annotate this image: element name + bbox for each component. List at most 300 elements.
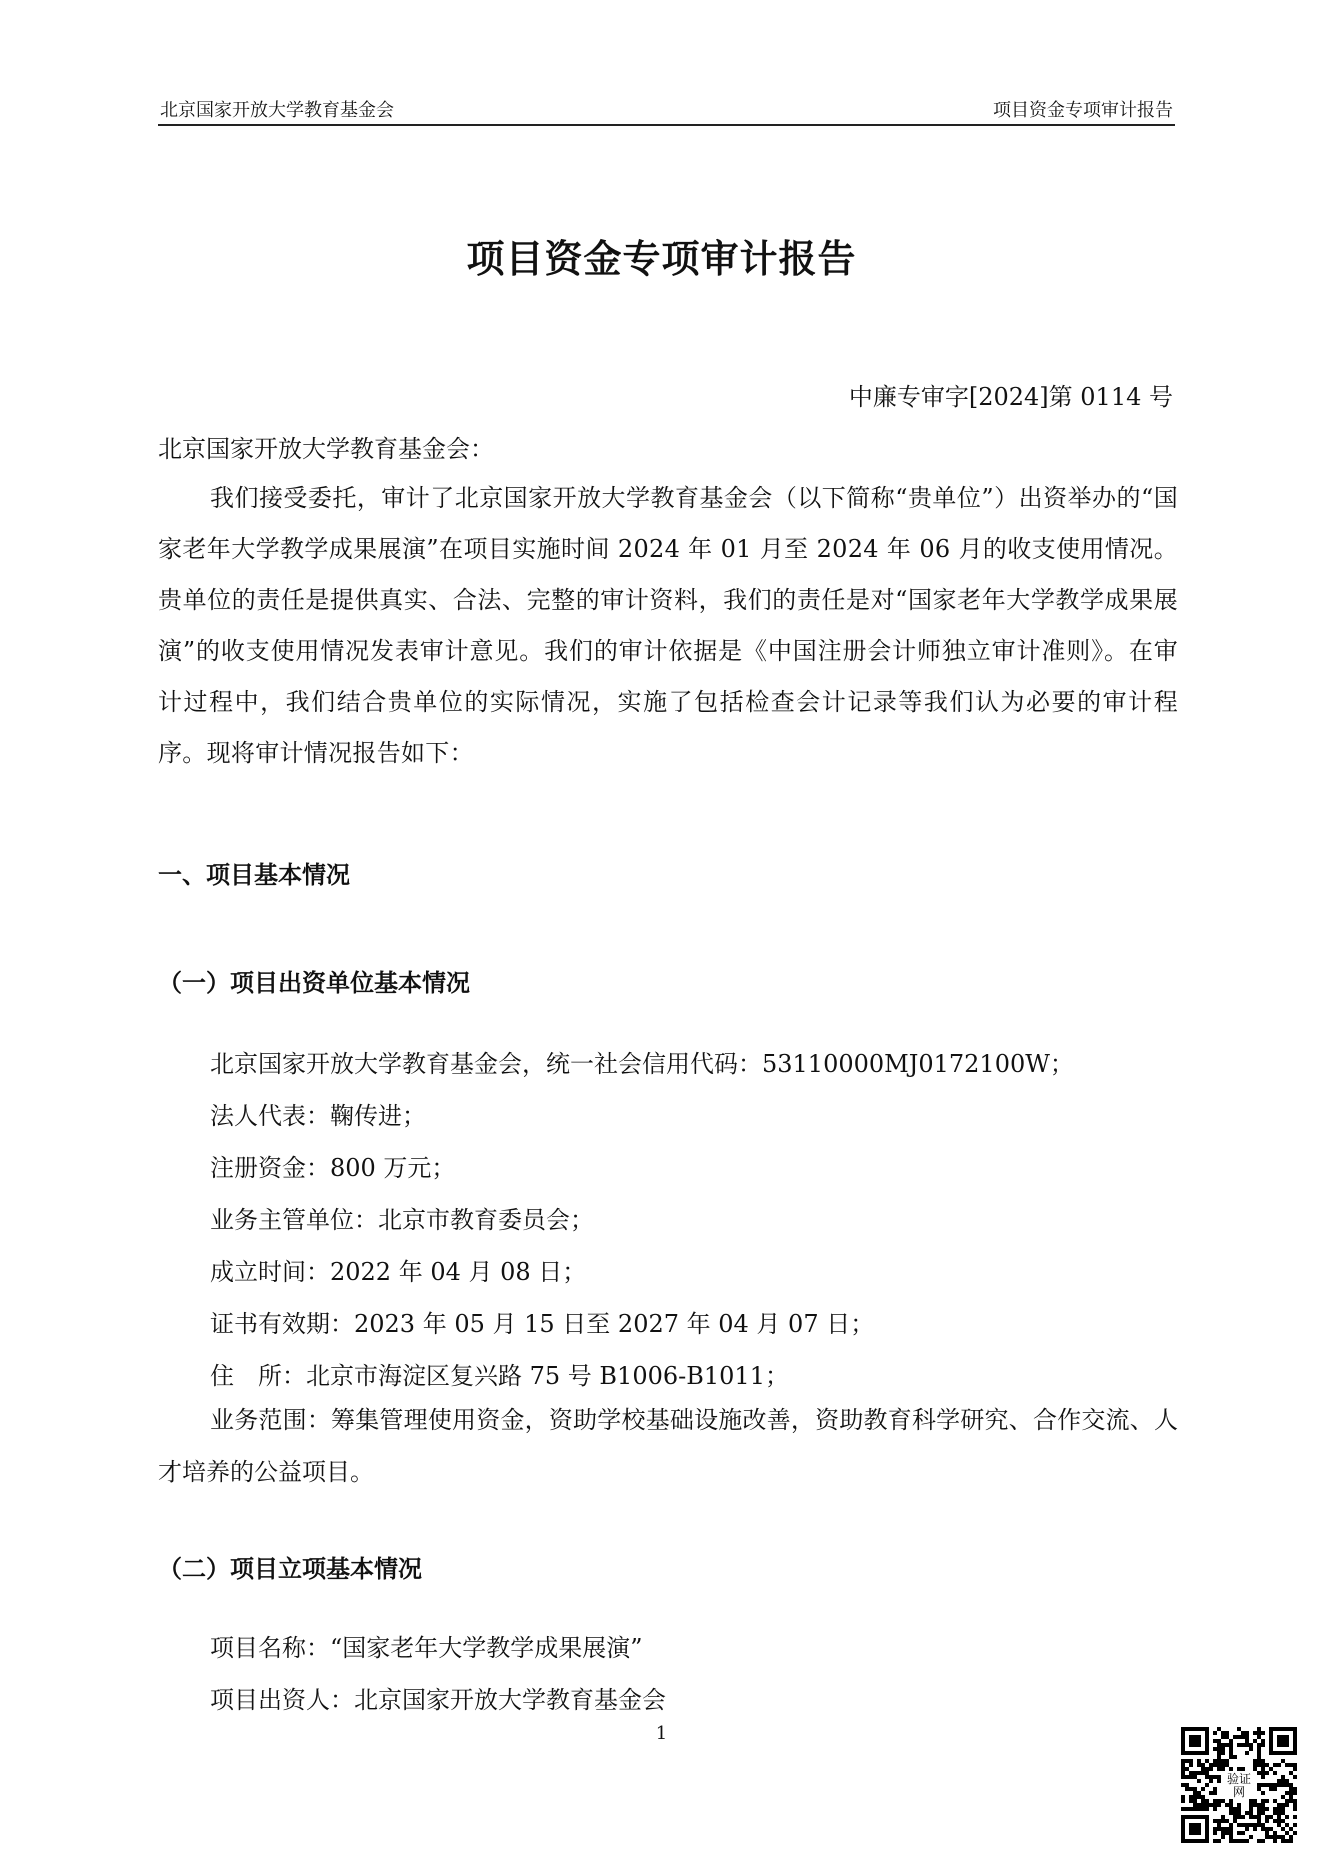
qr-module: [1277, 1835, 1281, 1839]
qr-module: [1265, 1771, 1269, 1775]
qr-module: [1205, 1799, 1209, 1803]
qr-module: [1265, 1831, 1269, 1835]
qr-module: [1289, 1787, 1293, 1791]
qr-module: [1293, 1815, 1297, 1819]
qr-module: [1209, 1779, 1213, 1783]
qr-module: [1181, 1799, 1185, 1803]
qr-module: [1205, 1807, 1209, 1811]
qr-module: [1253, 1803, 1257, 1807]
qr-module: [1257, 1771, 1261, 1775]
qr-module: [1205, 1783, 1209, 1787]
qr-module: [1269, 1827, 1273, 1831]
qr-module: [1269, 1783, 1273, 1787]
qr-module: [1261, 1827, 1265, 1831]
qr-module: [1261, 1775, 1265, 1779]
qr-module: [1229, 1743, 1233, 1747]
qr-module: [1277, 1807, 1281, 1811]
qr-module: [1229, 1803, 1233, 1807]
qr-module: [1289, 1783, 1293, 1787]
qr-module: [1253, 1815, 1257, 1819]
qr-module: [1261, 1743, 1265, 1747]
qr-module: [1217, 1759, 1221, 1763]
qr-module: [1277, 1815, 1281, 1819]
qr-module: [1253, 1739, 1257, 1743]
qr-module: [1237, 1831, 1241, 1835]
qr-module: [1245, 1735, 1249, 1739]
qr-module: [1293, 1823, 1297, 1827]
qr-module: [1217, 1743, 1221, 1747]
addressee: 北京国家开放大学教育基金会：: [158, 435, 494, 463]
qr-module: [1237, 1811, 1241, 1815]
qr-module: [1181, 1763, 1185, 1767]
qr-module: [1201, 1763, 1205, 1767]
qr-module: [1293, 1763, 1297, 1767]
qr-module: [1261, 1799, 1265, 1803]
project-funder: 项目出资人：北京国家开放大学教育基金会: [210, 1686, 666, 1714]
qr-module: [1201, 1795, 1205, 1799]
qr-module: [1257, 1787, 1261, 1791]
qr-module: [1229, 1807, 1233, 1811]
qr-module: [1257, 1839, 1261, 1843]
qr-module: [1205, 1803, 1209, 1807]
qr-module: [1257, 1755, 1261, 1759]
qr-module: [1213, 1739, 1217, 1743]
qr-module: [1217, 1751, 1221, 1755]
qr-module: [1265, 1763, 1269, 1767]
qr-module: [1253, 1799, 1257, 1803]
qr-module: [1257, 1811, 1261, 1815]
qr-module: [1281, 1759, 1285, 1763]
qr-label-line1: 验证网: [1226, 1772, 1252, 1799]
qr-module: [1197, 1807, 1201, 1811]
qr-module: [1225, 1759, 1229, 1763]
qr-module: [1261, 1811, 1265, 1815]
qr-module: [1181, 1771, 1185, 1775]
qr-module: [1285, 1839, 1289, 1843]
qr-module: [1237, 1727, 1241, 1731]
qr-module: [1201, 1771, 1205, 1775]
qr-module: [1245, 1811, 1249, 1815]
qr-module: [1181, 1767, 1185, 1771]
qr-module: [1221, 1767, 1225, 1771]
qr-module: [1257, 1819, 1261, 1823]
qr-module: [1265, 1799, 1269, 1803]
qr-module: [1197, 1763, 1201, 1767]
qr-module: [1261, 1739, 1265, 1743]
qr-module: [1241, 1823, 1245, 1827]
qr-module: [1197, 1795, 1201, 1799]
qr-module: [1233, 1815, 1237, 1819]
qr-module: [1201, 1807, 1205, 1811]
qr-module: [1257, 1743, 1261, 1747]
qr-module: [1281, 1803, 1285, 1807]
qr-module: [1193, 1787, 1197, 1791]
page-number: 1: [655, 1723, 668, 1744]
qr-module: [1185, 1759, 1189, 1763]
qr-module: [1249, 1823, 1253, 1827]
qr-module: [1293, 1791, 1297, 1795]
qr-module: [1249, 1743, 1253, 1747]
qr-module: [1213, 1731, 1217, 1735]
qr-module: [1233, 1735, 1237, 1739]
qr-module: [1181, 1807, 1185, 1811]
qr-module: [1241, 1839, 1245, 1843]
qr-module: [1193, 1807, 1197, 1811]
qr-module: [1265, 1819, 1269, 1823]
qr-module: [1293, 1831, 1297, 1835]
project-name: 项目名称：“国家老年大学教学成果展演”: [210, 1634, 643, 1662]
qr-module: [1289, 1763, 1293, 1767]
qr-module: [1277, 1763, 1281, 1767]
qr-module: [1289, 1771, 1293, 1775]
qr-module: [1285, 1803, 1289, 1807]
qr-module: [1189, 1759, 1193, 1763]
qr-module: [1257, 1727, 1261, 1731]
qr-module: [1221, 1735, 1225, 1739]
qr-module: [1221, 1759, 1225, 1763]
intro-paragraph: 我们接受委托，审计了北京国家开放大学教育基金会（以下简称“贵单位”）出资举办的“国家老年大学教学成果展演”在项目实施时间 2024 年 01 月至 2024 年 06 月的收支使用情况。贵单位的责任是提供真实、合法、完整的审计资料，我们的责任是对“国家老年大学教学成果展演”的收支使用情况发表审计意见。我们的审计依据是《中国注册会计师独立审计准则》。在审计过程中，我们结合贵单位的实际情况，实施了包括检查会计记录等我们认为必要的审计程序。现将审计情况报告如下：: [158, 484, 1178, 767]
qr-module: [1257, 1735, 1261, 1739]
qr-module: [1229, 1831, 1233, 1835]
qr-module: [1201, 1787, 1205, 1791]
qr-module: [1249, 1811, 1253, 1815]
qr-module: [1237, 1767, 1241, 1771]
qr-module: [1237, 1823, 1241, 1827]
qr-module: [1217, 1747, 1221, 1751]
qr-module: [1273, 1811, 1277, 1815]
qr-module: [1225, 1819, 1229, 1823]
qr-module: [1281, 1835, 1285, 1839]
qr-module: [1285, 1763, 1289, 1767]
qr-module: [1237, 1807, 1241, 1811]
qr-module: [1185, 1775, 1189, 1779]
qr-module: [1225, 1827, 1229, 1831]
qr-module: [1285, 1799, 1289, 1803]
qr-module: [1221, 1815, 1225, 1819]
document-title: 项目资金专项审计报告: [466, 237, 857, 281]
qr-module: [1189, 1795, 1193, 1799]
qr-module: [1241, 1731, 1245, 1735]
qr-module: [1221, 1731, 1225, 1735]
qr-module: [1249, 1803, 1253, 1807]
qr-module: [1281, 1783, 1285, 1787]
qr-module: [1241, 1831, 1245, 1835]
qr-module: [1293, 1787, 1297, 1791]
qr-module: [1225, 1831, 1229, 1835]
qr-module: [1261, 1803, 1265, 1807]
qr-module: [1293, 1799, 1297, 1803]
funder-legal-rep: 法人代表：鞠传进；: [210, 1102, 426, 1130]
qr-module: [1261, 1783, 1265, 1787]
qr-module: [1261, 1807, 1265, 1811]
qr-module: [1189, 1799, 1193, 1803]
qr-module: [1189, 1787, 1193, 1791]
qr-module: [1269, 1787, 1273, 1791]
qr-module: [1197, 1779, 1201, 1783]
qr-module: [1237, 1839, 1241, 1843]
qr-module: [1245, 1751, 1249, 1755]
qr-module: [1185, 1767, 1189, 1771]
qr-module: [1253, 1731, 1257, 1735]
qr-module: [1269, 1835, 1273, 1839]
qr-module: [1229, 1823, 1233, 1827]
funder-certificate-validity: 证书有效期：2023 年 05 月 15 日至 2027 年 04 月 07 日；: [210, 1310, 875, 1338]
qr-module: [1217, 1727, 1221, 1731]
qr-module: [1229, 1835, 1233, 1839]
qr-module: [1257, 1803, 1261, 1807]
qr-module: [1229, 1799, 1233, 1803]
qr-module: [1209, 1791, 1213, 1795]
qr-module: [1249, 1747, 1253, 1751]
qr-module: [1221, 1827, 1225, 1831]
qr-module: [1181, 1783, 1185, 1787]
qr-module: [1229, 1767, 1233, 1771]
qr-module: [1245, 1731, 1249, 1735]
qr-module: [1285, 1779, 1289, 1783]
qr-module: [1217, 1767, 1221, 1771]
qr-module: [1213, 1807, 1217, 1811]
qr-module: [1281, 1775, 1285, 1779]
qr-module: [1277, 1811, 1281, 1815]
qr-module: [1265, 1835, 1269, 1839]
qr-module: [1257, 1751, 1261, 1755]
qr-module: [1265, 1827, 1269, 1831]
qr-module: [1269, 1767, 1273, 1771]
qr-module: [1253, 1827, 1257, 1831]
qr-module: [1233, 1839, 1237, 1843]
qr-module: [1257, 1783, 1261, 1787]
qr-module: [1273, 1839, 1277, 1843]
qr-module: [1289, 1827, 1293, 1831]
qr-module: [1193, 1771, 1197, 1775]
qr-module: [1233, 1811, 1237, 1815]
qr-module: [1277, 1803, 1281, 1807]
qr-module: [1265, 1815, 1269, 1819]
qr-module: [1221, 1831, 1225, 1835]
qr-module: [1237, 1803, 1241, 1807]
funder-registered-capital: 注册资金：800 万元；: [210, 1154, 456, 1182]
qr-module: [1253, 1823, 1257, 1827]
qr-module: [1229, 1827, 1233, 1831]
qr-module: [1285, 1823, 1289, 1827]
qr-module: [1185, 1807, 1189, 1811]
qr-module: [1221, 1747, 1225, 1751]
qr-module: [1205, 1771, 1209, 1775]
qr-module: [1221, 1751, 1225, 1755]
qr-module: [1253, 1759, 1257, 1763]
qr-module: [1201, 1803, 1205, 1807]
qr-module: [1237, 1815, 1241, 1819]
qr-module: [1225, 1731, 1229, 1735]
qr-module: [1213, 1839, 1217, 1843]
qr-module: [1241, 1743, 1245, 1747]
qr-module: [1253, 1763, 1257, 1767]
qr-module: [1229, 1739, 1233, 1743]
qr-module: [1181, 1775, 1185, 1779]
qr-module: [1221, 1819, 1225, 1823]
qr-module: [1273, 1763, 1277, 1767]
qr-module: [1217, 1819, 1221, 1823]
qr-module: [1193, 1795, 1197, 1799]
qr-module: [1245, 1839, 1249, 1843]
qr-module: [1217, 1775, 1221, 1779]
document-number: 中廉专审字[2024]第 0114 号: [848, 383, 1173, 411]
qr-module: [1217, 1739, 1221, 1743]
qr-module: [1261, 1767, 1265, 1771]
qr-module: [1281, 1811, 1285, 1815]
qr-module: [1205, 1775, 1209, 1779]
qr-module: [1197, 1791, 1201, 1795]
qr-module: [1225, 1763, 1229, 1767]
qr-module: [1213, 1831, 1217, 1835]
qr-module: [1185, 1783, 1189, 1787]
qr-module: [1249, 1835, 1253, 1839]
qr-module: [1209, 1775, 1213, 1779]
qr-module: [1273, 1831, 1277, 1835]
qr-module: [1249, 1807, 1253, 1811]
qr-module: [1229, 1755, 1233, 1759]
qr-module: [1221, 1799, 1225, 1803]
qr-module: [1257, 1759, 1261, 1763]
qr-module: [1289, 1791, 1293, 1795]
qr-module: [1281, 1779, 1285, 1783]
qr-module: [1197, 1759, 1201, 1763]
qr-module: [1245, 1743, 1249, 1747]
qr-module: [1213, 1763, 1217, 1767]
qr-module: [1225, 1735, 1229, 1739]
qr-module: [1261, 1731, 1265, 1735]
qr-module: [1233, 1819, 1237, 1823]
qr-module: [1261, 1759, 1265, 1763]
qr-module: [1245, 1823, 1249, 1827]
qr-module: [1257, 1823, 1261, 1827]
funder-supervisor: 业务主管单位：北京市教育委员会；: [210, 1206, 594, 1234]
qr-module: [1241, 1735, 1245, 1739]
qr-module: [1277, 1779, 1281, 1783]
qr-module: [1213, 1775, 1217, 1779]
qr-module: [1293, 1767, 1297, 1771]
qr-module: [1197, 1771, 1201, 1775]
qr-module: [1233, 1755, 1237, 1759]
qr-module: [1197, 1803, 1201, 1807]
qr-module: [1209, 1763, 1213, 1767]
qr-module: [1213, 1819, 1217, 1823]
qr-module: [1261, 1763, 1265, 1767]
qr-module: [1281, 1839, 1285, 1843]
qr-module: [1213, 1787, 1217, 1791]
funder-business-scope: 业务范围：筹集管理使用资金，资助学校基础设施改善，资助教育科学研究、合作交流、人才培养的公益项目。: [158, 1406, 1178, 1486]
qr-module: [1237, 1735, 1241, 1739]
qr-module: [1285, 1791, 1289, 1795]
qr-module: [1213, 1799, 1217, 1803]
funder-credit-code: 北京国家开放大学教育基金会，统一社会信用代码：53110000MJ0172100W；: [210, 1050, 1074, 1078]
funder-address: 住 所：北京市海淀区复兴路 75 号 B1006-B1011；: [210, 1362, 789, 1390]
qr-module: [1221, 1835, 1225, 1839]
qr-module: [1277, 1819, 1281, 1823]
qr-module: [1237, 1743, 1241, 1747]
qr-module: [1241, 1815, 1245, 1819]
qr-module: [1189, 1807, 1193, 1811]
qr-module: [1193, 1791, 1197, 1795]
qr-module: [1273, 1835, 1277, 1839]
header-org-name: 北京国家开放大学教育基金会: [160, 100, 394, 121]
qr-module: [1261, 1839, 1265, 1843]
qr-module: [1273, 1787, 1277, 1791]
qr-module: [1281, 1795, 1285, 1799]
qr-module: [1209, 1767, 1213, 1771]
qr-module: [1269, 1815, 1273, 1819]
qr-module: [1245, 1827, 1249, 1831]
qr-module: [1213, 1803, 1217, 1807]
qr-module: [1277, 1823, 1281, 1827]
qr-module: [1217, 1827, 1221, 1831]
qr-module: [1249, 1815, 1253, 1819]
qr-module: [1193, 1799, 1197, 1803]
qr-module: [1261, 1771, 1265, 1775]
qr-module: [1217, 1823, 1221, 1827]
qr-module: [1257, 1815, 1261, 1819]
qr-module: [1273, 1807, 1277, 1811]
qr-module: [1217, 1839, 1221, 1843]
qr-module: [1261, 1823, 1265, 1827]
qr-module: [1217, 1755, 1221, 1759]
qr-module: [1229, 1751, 1233, 1755]
qr-module: [1281, 1819, 1285, 1823]
subsection-heading-funder: （一）项目出资单位基本情况: [158, 969, 470, 997]
qr-module: [1285, 1831, 1289, 1835]
qr-module: [1289, 1839, 1293, 1843]
qr-module: [1241, 1767, 1245, 1771]
qr-module: [1273, 1819, 1277, 1823]
qr-module: [1201, 1767, 1205, 1771]
qr-module: [1205, 1767, 1209, 1771]
qr-module: [1189, 1771, 1193, 1775]
qr-module: [1273, 1771, 1277, 1775]
qr-module: [1181, 1759, 1185, 1763]
qr-module: [1293, 1803, 1297, 1807]
qr-module: [1189, 1763, 1193, 1767]
qr-module: [1253, 1767, 1257, 1771]
qr-module: [1213, 1759, 1217, 1763]
qr-module: [1181, 1795, 1185, 1799]
qr-module: [1217, 1763, 1221, 1767]
qr-module: [1285, 1815, 1289, 1819]
qr-module: [1201, 1799, 1205, 1803]
qr-module: [1189, 1775, 1193, 1779]
qr-module: [1217, 1799, 1221, 1803]
qr-module: [1245, 1739, 1249, 1743]
section-heading-basic-info: 一、项目基本情况: [158, 861, 350, 889]
qr-module: [1285, 1783, 1289, 1787]
qr-module: [1257, 1807, 1261, 1811]
qr-module: [1277, 1783, 1281, 1787]
qr-module: [1213, 1827, 1217, 1831]
qr-module: [1249, 1799, 1253, 1803]
qr-module: [1293, 1807, 1297, 1811]
qr-module: [1273, 1799, 1277, 1803]
qr-module: [1213, 1791, 1217, 1795]
qr-module: [1193, 1803, 1197, 1807]
qr-module: [1257, 1763, 1261, 1767]
qr-module: [1233, 1807, 1237, 1811]
funder-established-date: 成立时间：2022 年 04 月 08 日；: [210, 1258, 587, 1286]
qr-module: [1257, 1731, 1261, 1735]
qr-module: [1193, 1775, 1197, 1779]
verification-qr-code: [1181, 1727, 1297, 1843]
qr-module: [1273, 1783, 1277, 1787]
qr-module: [1217, 1779, 1221, 1783]
qr-module: [1209, 1803, 1213, 1807]
